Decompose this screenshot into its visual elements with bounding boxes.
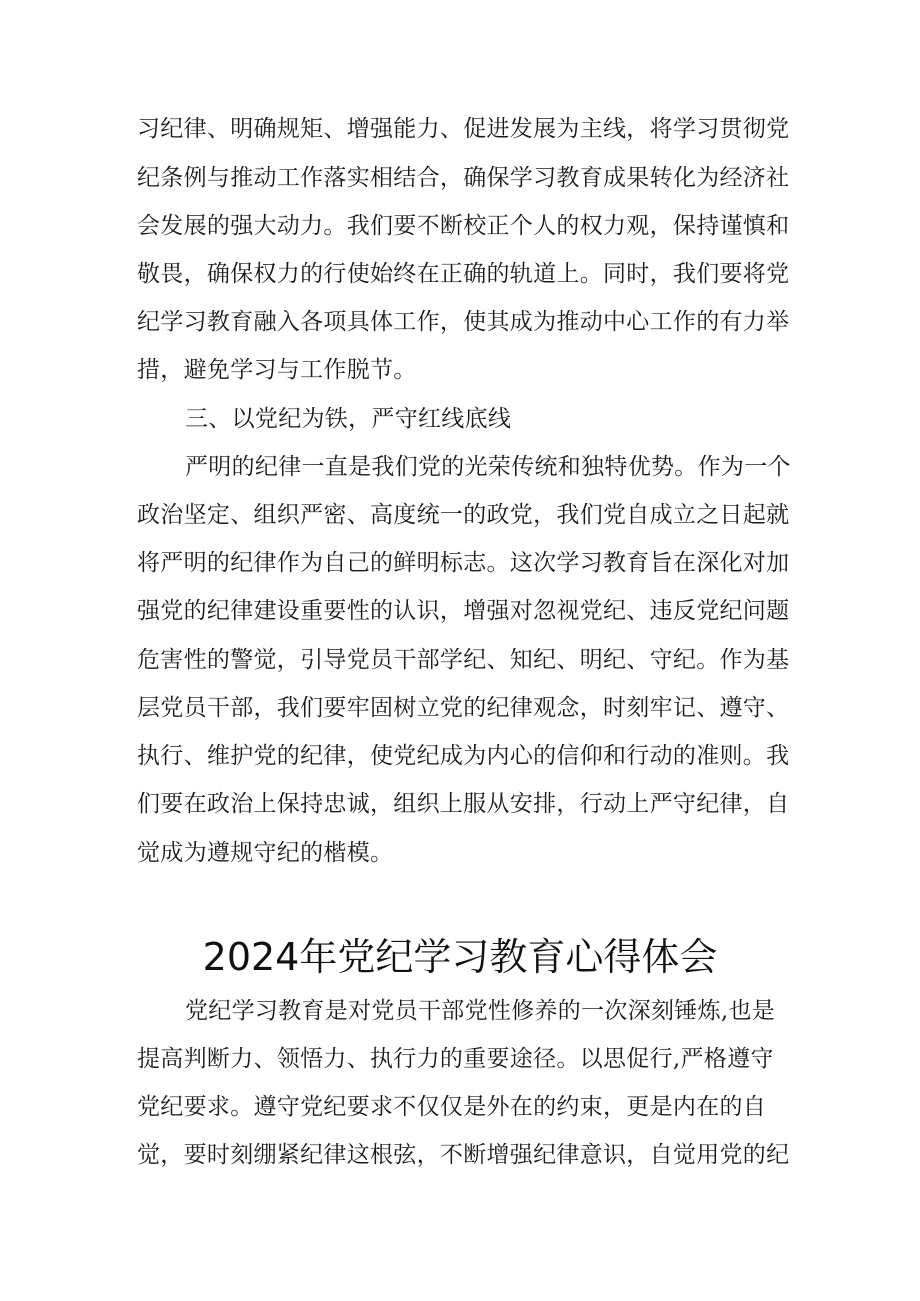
paragraph-line: 措，避免学习与工作脱节。 — [137, 357, 417, 383]
paragraph-line: 强党的纪律建设重要性的认识，增强对忽视党纪、违反党纪问题 — [137, 598, 790, 624]
paragraph-line: 层党员干部，我们要牢固树立党的纪律观念，时刻牢记、遵守、 — [137, 695, 790, 721]
paragraph-line: 执行、维护党的纪律，使党纪成为内心的信仰和行动的准则。我 — [137, 743, 790, 769]
paragraph-line: 纪条例与推动工作落实相结合，确保学习教育成果转化为经济社 — [137, 165, 790, 191]
paragraph-line: 习纪律、明确规矩、增强能力、促进发展为主线，将学习贯彻党 — [137, 116, 790, 142]
paragraph-line: 政治坚定、组织严密、高度统一的政党，我们党自成立之日起就 — [137, 502, 790, 528]
paragraph-line: 提高判断力、领悟力、执行力的重要途径。以思促行,严格遵守 — [137, 1046, 774, 1072]
paragraph-line: 将严明的纪律作为自己的鲜明标志。这次学习教育旨在深化对加 — [137, 550, 790, 576]
essay-title: 2024年党纪学习教育心得体会 — [202, 935, 718, 979]
paragraph-line: 党纪学习教育是对党员干部党性修养的一次深刻锤炼,也是 — [185, 998, 776, 1024]
section-heading: 三、以党纪为铁，严守红线底线 — [185, 406, 512, 432]
paragraph-line: 党纪要求。遵守党纪要求不仅仅是外在的约束，更是内在的自 — [137, 1094, 767, 1120]
paragraph-line: 纪学习教育融入各项具体工作，使其成为推动中心工作的有力举 — [137, 309, 790, 335]
paragraph-line: 觉，要时刻绷紧纪律这根弦，不断增强纪律意识，自觉用党的纪 — [137, 1142, 790, 1168]
paragraph-line: 会发展的强大动力。我们要不断校正个人的权力观，保持谨慎和 — [137, 213, 790, 239]
paragraph-line: 们要在政治上保持忠诚，组织上服从安排，行动上严守纪律，自 — [137, 791, 790, 817]
paragraph-line: 严明的纪律一直是我们党的光荣传统和独特优势。作为一个 — [185, 454, 791, 480]
paragraph-line: 敬畏，确保权力的行使始终在正确的轨道上。同时，我们要将党 — [137, 261, 790, 287]
paragraph-line: 觉成为遵规守纪的楷模。 — [137, 840, 394, 866]
paragraph-line: 危害性的警觉，引导党员干部学纪、知纪、明纪、守纪。作为基 — [137, 647, 790, 673]
